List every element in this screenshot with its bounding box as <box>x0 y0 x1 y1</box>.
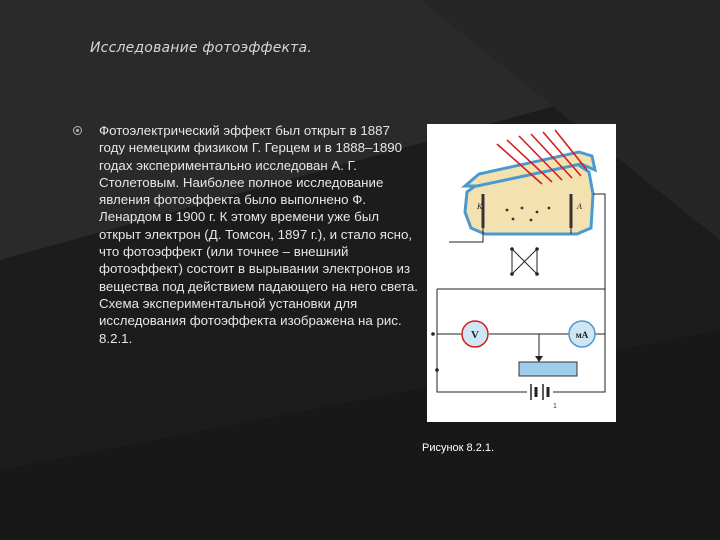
voltmeter-label: V <box>471 329 479 341</box>
milliammeter <box>569 321 595 347</box>
rheostat <box>519 362 577 376</box>
switch-contacts <box>431 247 539 372</box>
figure-photoeffect-setup <box>427 124 616 422</box>
anode-label: A <box>577 202 582 211</box>
battery <box>531 384 548 400</box>
rheostat-arrow <box>535 356 543 362</box>
slide-title: Исследование фотоэффекта. <box>90 40 312 56</box>
battery-label: 1 <box>553 403 557 410</box>
voltmeter <box>462 321 488 347</box>
figure-caption: Рисунок 8.2.1. <box>422 442 495 454</box>
bullet-icon <box>73 126 82 135</box>
cathode-label: K <box>477 202 483 211</box>
milliammeter-label: мА <box>575 330 589 340</box>
body-paragraph: Фотоэлектрический эффект был открыт в 1887 году немецким физиком Г. Герцем и в 1888–1890 годах экспериментально исследован А. Г. Столетовым. Наиболее полное исследование явления фотоэффекта было выполнено Ф. Ленардом в 1900 г. К этому времени уже был открыт электрон (Д. Томсон, 1897 г.), и стало ясно, что фотоэффект (или точнее – внешний фотоэффект) состоит в вырывании электронов из вещества под действием падающего на него света. Схема экспериментальной установки для исследования фотоэффекта изображена на рис. 8.2.1. <box>99 123 418 346</box>
